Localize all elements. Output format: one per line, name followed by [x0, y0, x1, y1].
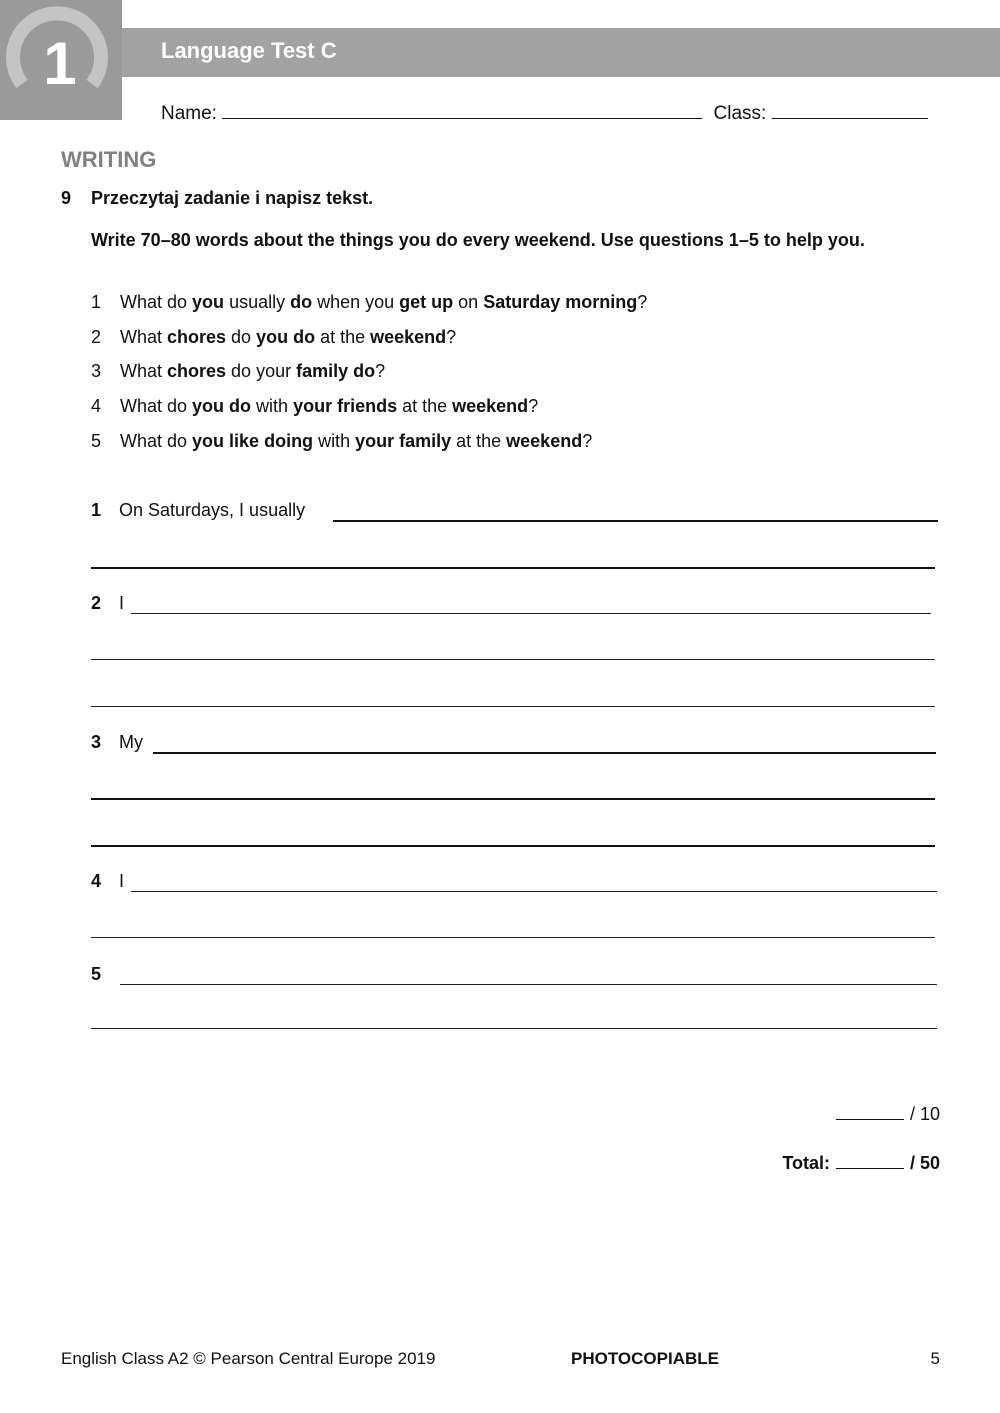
answer-line[interactable] [131, 891, 937, 892]
answer-5-label [91, 964, 119, 985]
question-fragment: with [313, 431, 356, 451]
answer-line[interactable] [91, 567, 935, 569]
question-fragment: What [120, 361, 168, 381]
question-keyword: weekend [506, 431, 583, 451]
question-fragment: ? [375, 361, 386, 381]
total-label: Total: [782, 1153, 830, 1173]
question-number: 3 [91, 361, 102, 381]
unit-badge [0, 0, 122, 120]
question-keyword: chores [167, 361, 227, 381]
question-keyword: get up [399, 292, 454, 312]
test-title: Language Test C [161, 38, 337, 63]
question-fragment: What do [120, 292, 193, 312]
exercise-instruction: Write 70–80 words about the things you do every weekend. Use questions 1–5 to help you. [91, 230, 865, 250]
exercise-score-max: / 10 [909, 1104, 940, 1124]
question-number: 2 [91, 327, 102, 347]
exercise-score-field[interactable] [836, 1101, 904, 1120]
answer-line[interactable] [120, 984, 937, 985]
question-item [91, 396, 538, 417]
footer-copyright: English Class A2 © Pearson Central Europe 2019 [61, 1349, 436, 1368]
answer-line[interactable] [91, 706, 935, 707]
answer-line[interactable] [91, 1028, 937, 1029]
question-fragment: ? [637, 292, 648, 312]
footer-photocopiable: PHOTOCOPIABLE [571, 1349, 719, 1368]
answer-prompt: I [119, 593, 125, 613]
answer-1-label [91, 500, 305, 521]
section-heading: WRITING [61, 147, 157, 172]
question-fragment: What do [120, 431, 193, 451]
question-fragment: ? [446, 327, 457, 347]
class-field[interactable] [772, 100, 928, 119]
question-keyword: your family [355, 431, 452, 451]
question-fragment: do [226, 327, 257, 347]
answer-3-label [91, 732, 143, 753]
question-keyword: Saturday morning [483, 292, 638, 312]
question-fragment: when you [312, 292, 400, 312]
exercise-score [836, 1101, 940, 1125]
question-number: 5 [91, 431, 102, 451]
question-item [91, 361, 385, 382]
question-item [91, 292, 647, 313]
question-fragment: at the [315, 327, 371, 347]
question-number: 4 [91, 396, 102, 416]
question-keyword: you do [192, 396, 252, 416]
answer-4-label [91, 871, 124, 892]
question-keyword: do [290, 292, 313, 312]
question-keyword: weekend [370, 327, 447, 347]
question-keyword: family do [296, 361, 376, 381]
exercise-number: 9 [61, 188, 72, 208]
question-keyword: chores [167, 327, 227, 347]
name-field[interactable] [222, 100, 702, 119]
name-label: Name: [161, 103, 217, 124]
question-fragment: at the [451, 431, 507, 451]
question-keyword: you [192, 292, 225, 312]
question-text [120, 361, 385, 381]
question-item [91, 431, 592, 452]
question-fragment: usually [224, 292, 291, 312]
question-text [120, 327, 456, 347]
total-score [782, 1150, 940, 1174]
answer-number: 1 [91, 500, 102, 520]
unit-number: 1 [43, 30, 77, 97]
answer-line[interactable] [131, 613, 931, 614]
answer-line[interactable] [91, 798, 935, 800]
answer-line[interactable] [91, 659, 935, 660]
question-item [91, 327, 456, 348]
class-label: Class: [713, 103, 767, 124]
question-text [120, 431, 592, 451]
exercise-title: Przeczytaj zadanie i napisz tekst. [91, 188, 374, 208]
question-keyword: you do [256, 327, 316, 347]
question-text [120, 292, 647, 312]
question-fragment: What [120, 327, 168, 347]
answer-number: 5 [91, 964, 102, 984]
question-number: 1 [91, 292, 102, 312]
answer-line[interactable] [91, 937, 935, 938]
question-fragment: ? [528, 396, 539, 416]
question-keyword: your friends [293, 396, 398, 416]
answer-prompt: I [119, 871, 125, 891]
answer-2-label [91, 593, 124, 614]
question-fragment: at the [397, 396, 453, 416]
answer-number: 2 [91, 593, 102, 613]
answer-line[interactable] [91, 845, 935, 847]
question-text [120, 396, 538, 416]
page-number: 5 [930, 1349, 940, 1368]
answer-number: 4 [91, 871, 102, 891]
answer-line[interactable] [333, 520, 938, 522]
question-fragment: with [251, 396, 294, 416]
question-fragment: What do [120, 396, 193, 416]
question-keyword: you like doing [192, 431, 314, 451]
total-score-field[interactable] [836, 1150, 904, 1169]
question-fragment: do your [226, 361, 297, 381]
answer-number: 3 [91, 732, 102, 752]
answer-prompt: My [119, 732, 143, 752]
question-keyword: weekend [452, 396, 529, 416]
total-score-max: / 50 [909, 1153, 940, 1173]
question-fragment: on [453, 292, 484, 312]
answer-prompt: On Saturdays, I usually [119, 500, 306, 520]
question-fragment: ? [582, 431, 593, 451]
name-class-row [161, 100, 928, 125]
answer-line[interactable] [153, 752, 936, 754]
unit-circle-graphic [0, 0, 122, 120]
